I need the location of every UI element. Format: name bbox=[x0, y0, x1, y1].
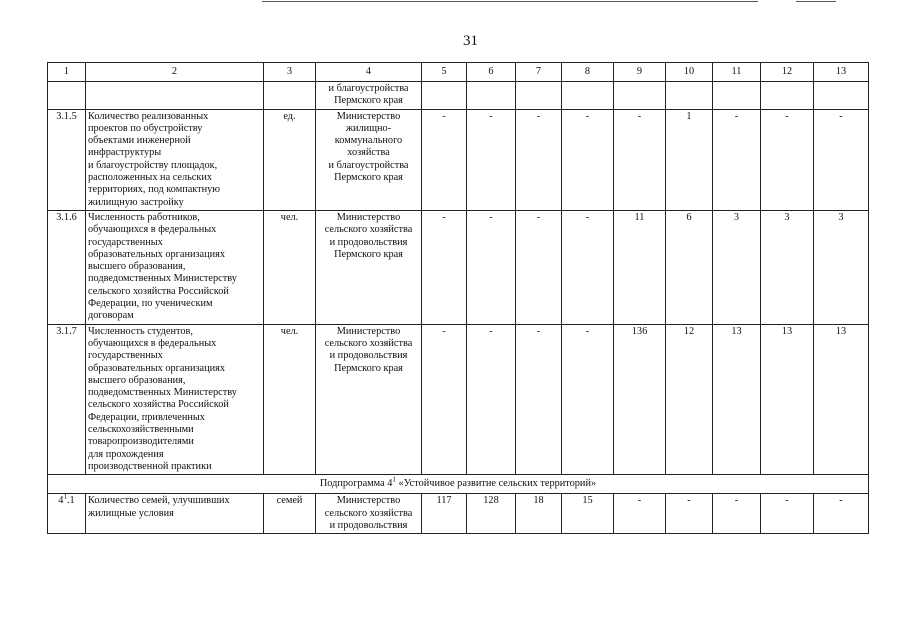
empty-cell bbox=[666, 82, 713, 110]
value-cell: 13 bbox=[814, 324, 869, 475]
value-cell: 11 bbox=[614, 210, 666, 324]
value-cell: - bbox=[467, 210, 516, 324]
value-cell: 136 bbox=[614, 324, 666, 475]
value-cell: - bbox=[562, 210, 614, 324]
continuation-row bbox=[48, 82, 869, 110]
column-number-cell: 10 bbox=[666, 63, 713, 82]
unit-cell: чел. bbox=[264, 324, 316, 475]
value-cell: - bbox=[666, 494, 713, 534]
indicator-code: 3.1.5 bbox=[48, 109, 86, 210]
value-cell: - bbox=[713, 494, 761, 534]
subprogram-title: Подпрограмма $4^1$ «Устойчивое развитие сельских территорий» bbox=[48, 475, 869, 494]
column-number-cell: 7 bbox=[516, 63, 562, 82]
value-cell: - bbox=[761, 494, 814, 534]
column-number-cell: 13 bbox=[814, 63, 869, 82]
empty-cell bbox=[516, 82, 562, 110]
value-cell: - bbox=[467, 109, 516, 210]
value-cell: - bbox=[562, 109, 614, 210]
indicator-name: Количество реализованных проектов по обустройству объектами инженерной инфраструктуры и благоустройству площадок, расположенных на сельских территориях, под компактную жилищную застройку bbox=[86, 109, 264, 210]
column-number-cell: 2 bbox=[86, 63, 264, 82]
column-number-cell: 9 bbox=[614, 63, 666, 82]
empty-cell bbox=[713, 82, 761, 110]
empty-cell bbox=[48, 82, 86, 110]
empty-cell bbox=[264, 82, 316, 110]
unit-cell: чел. bbox=[264, 210, 316, 324]
value-cell: - bbox=[516, 109, 562, 210]
value-cell: 3 bbox=[761, 210, 814, 324]
value-cell: 13 bbox=[761, 324, 814, 475]
empty-cell bbox=[422, 82, 467, 110]
column-number-cell: 6 bbox=[467, 63, 516, 82]
empty-cell bbox=[761, 82, 814, 110]
column-number-cell: 8 bbox=[562, 63, 614, 82]
indicator-code: $4^1.1$ bbox=[48, 494, 86, 534]
value-cell: - bbox=[814, 109, 869, 210]
page-number: 31 bbox=[463, 33, 478, 49]
value-cell: 1 bbox=[666, 109, 713, 210]
empty-cell bbox=[614, 82, 666, 110]
empty-cell bbox=[467, 82, 516, 110]
value-cell: - bbox=[516, 324, 562, 475]
agency-cell: Министерство сельского хозяйства и продовольствия bbox=[316, 494, 422, 534]
agency-cell: Министерство сельского хозяйства и продовольствия Пермского края bbox=[316, 210, 422, 324]
value-cell: 12 bbox=[666, 324, 713, 475]
value-cell: - bbox=[516, 210, 562, 324]
table-row bbox=[48, 210, 869, 324]
value-cell: 6 bbox=[666, 210, 713, 324]
column-number-cell: 3 bbox=[264, 63, 316, 82]
indicator-name: Численность работников, обучающихся в федеральных государственных образовательных организациях высшего образования, подведомственных Министерству сельского хозяйства Российской Федерации, по ученическим договорам bbox=[86, 210, 264, 324]
indicators-table bbox=[47, 62, 869, 534]
column-number-cell: 1 bbox=[48, 63, 86, 82]
value-cell: - bbox=[422, 210, 467, 324]
column-number-cell: 11 bbox=[713, 63, 761, 82]
value-cell: 128 bbox=[467, 494, 516, 534]
table-row bbox=[48, 109, 869, 210]
empty-cell bbox=[814, 82, 869, 110]
value-cell: 3 bbox=[713, 210, 761, 324]
top-rule-line bbox=[262, 1, 758, 2]
table-row bbox=[48, 324, 869, 475]
value-cell: - bbox=[761, 109, 814, 210]
value-cell: - bbox=[614, 109, 666, 210]
value-cell: - bbox=[713, 109, 761, 210]
empty-cell bbox=[86, 82, 264, 110]
value-cell: 18 bbox=[516, 494, 562, 534]
agency-cell: Министерство жилищно- коммунального хозяйства и благоустройства Пермского края bbox=[316, 109, 422, 210]
value-cell: 15 bbox=[562, 494, 614, 534]
empty-cell bbox=[562, 82, 614, 110]
indicator-code: 3.1.6 bbox=[48, 210, 86, 324]
column-number-cell: 5 bbox=[422, 63, 467, 82]
agency-cell: Министерство сельского хозяйства и продовольствия Пермского края bbox=[316, 324, 422, 475]
value-cell: 117 bbox=[422, 494, 467, 534]
agency-cell: и благоустройства Пермского края bbox=[316, 82, 422, 110]
top-rule-line-short bbox=[796, 1, 836, 2]
value-cell: - bbox=[614, 494, 666, 534]
value-cell: - bbox=[467, 324, 516, 475]
indicator-code: 3.1.7 bbox=[48, 324, 86, 475]
indicator-name: Численность студентов, обучающихся в федеральных государственных образовательных организациях высшего образования, подведомственных Министерству сельского хозяйства Российской Федерации, привлеченных сельскохозяйственными товаропроизводителями для прохождения производственной практики bbox=[86, 324, 264, 475]
value-cell: - bbox=[422, 324, 467, 475]
value-cell: 13 bbox=[713, 324, 761, 475]
table-row bbox=[48, 494, 869, 534]
unit-cell: семей bbox=[264, 494, 316, 534]
value-cell: - bbox=[562, 324, 614, 475]
subprogram-row bbox=[48, 475, 869, 494]
indicator-name: Количество семей, улучшивших жилищные условия bbox=[86, 494, 264, 534]
value-cell: - bbox=[422, 109, 467, 210]
column-number-cell: 4 bbox=[316, 63, 422, 82]
value-cell: - bbox=[814, 494, 869, 534]
value-cell: 3 bbox=[814, 210, 869, 324]
column-number-header-row bbox=[48, 63, 869, 82]
unit-cell: ед. bbox=[264, 109, 316, 210]
column-number-cell: 12 bbox=[761, 63, 814, 82]
